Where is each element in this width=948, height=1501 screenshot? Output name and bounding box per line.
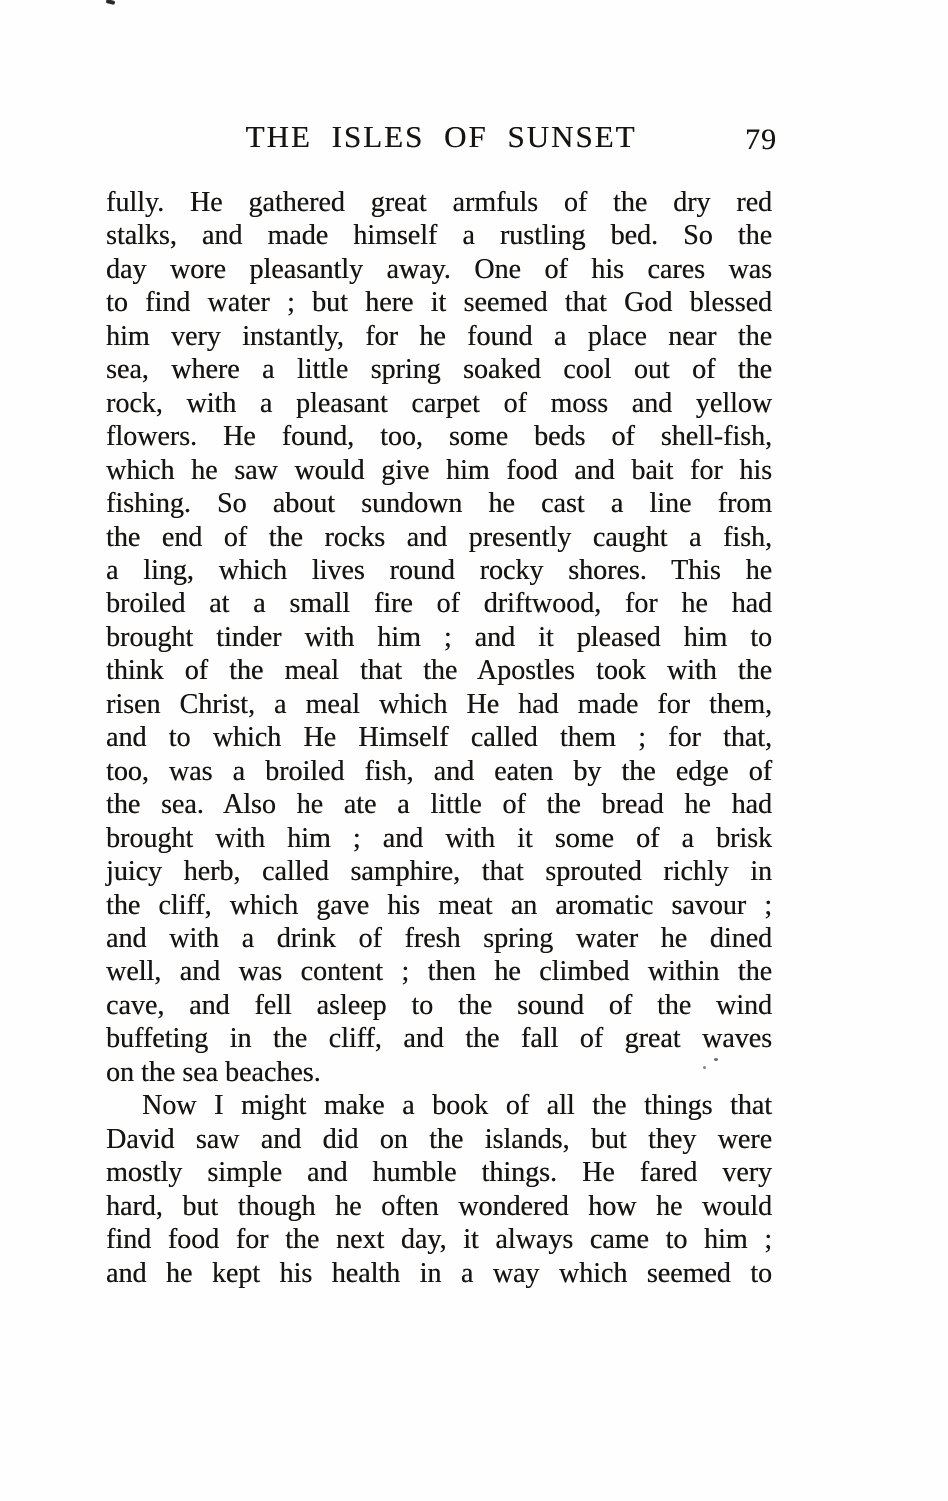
text-line: and with a drink of fresh spring water he dined xyxy=(106,922,772,954)
text-line: broiled at a small fire of driftwood, for he had xyxy=(106,588,772,620)
text-line: buffeting in the cliff, and the fall of great waves xyxy=(106,1023,772,1055)
text-line: to find water ; but here it seemed that God blessed xyxy=(106,287,772,319)
scan-artifact-dot xyxy=(703,1066,706,1069)
text-line: and he kept his health in a way which seemed to xyxy=(106,1257,772,1289)
page-number: 79 xyxy=(745,123,777,156)
text-line: Now I might make a book of all the things that xyxy=(142,1090,772,1122)
paragraph xyxy=(106,1089,772,1290)
text-line: think of the meal that the Apostles took with the xyxy=(106,655,772,687)
text-line: the sea. Also he ate a little of the bread he had xyxy=(106,789,772,821)
running-title: THE ISLES OF SUNSET xyxy=(245,119,637,154)
text-line: the cliff, which gave his meat an aromatic savour ; xyxy=(106,889,772,921)
text-line: brought tinder with him ; and it pleased him to xyxy=(106,621,772,653)
text-line: him very instantly, for he found a place near the xyxy=(106,320,772,352)
text-line: which he saw would give him food and bait for his xyxy=(106,454,772,486)
text-line: rock, with a pleasant carpet of moss and yellow xyxy=(106,387,772,419)
scan-artifact-dot xyxy=(714,1058,718,1061)
text-line: brought with him ; and with it some of a brisk xyxy=(106,822,772,854)
text-line: and to which He Himself called them ; for that, xyxy=(106,722,772,754)
text-line: stalks, and made himself a rustling bed. So the xyxy=(106,220,772,252)
page-header xyxy=(107,119,775,165)
paragraph xyxy=(106,186,772,1089)
text-line: find food for the next day, it always came to him ; xyxy=(106,1224,772,1256)
text-line: risen Christ, a meal which He had made for them, xyxy=(106,688,772,720)
scan-artifact-speck xyxy=(106,0,116,5)
text-line: day wore pleasantly away. One of his cares was xyxy=(106,253,772,285)
text-line: mostly simple and humble things. He fared very xyxy=(106,1157,772,1189)
text-line: David saw and did on the islands, but they were xyxy=(106,1123,772,1155)
text-line: a ling, which lives round rocky shores. This he xyxy=(106,554,772,586)
text-line: on the sea beaches. xyxy=(106,1056,321,1088)
text-line: sea, where a little spring soaked cool out of the xyxy=(106,354,772,386)
text-line: well, and was content ; then he climbed within the xyxy=(106,956,772,988)
text-line: fully. He gathered great armfuls of the dry red xyxy=(106,187,772,218)
text-block xyxy=(106,186,772,1290)
text-line: hard, but though he often wondered how he would xyxy=(106,1190,772,1222)
text-line: the end of the rocks and presently caught a fish, xyxy=(106,521,772,553)
text-line: fishing. So about sundown he cast a line from xyxy=(106,488,772,520)
text-line: too, was a broiled fish, and eaten by the edge of xyxy=(106,755,772,787)
text-line: flowers. He found, too, some beds of shell-fish, xyxy=(106,421,772,453)
text-line: cave, and fell asleep to the sound of the wind xyxy=(106,989,772,1021)
text-line: juicy herb, called samphire, that sprouted richly in xyxy=(106,856,772,888)
